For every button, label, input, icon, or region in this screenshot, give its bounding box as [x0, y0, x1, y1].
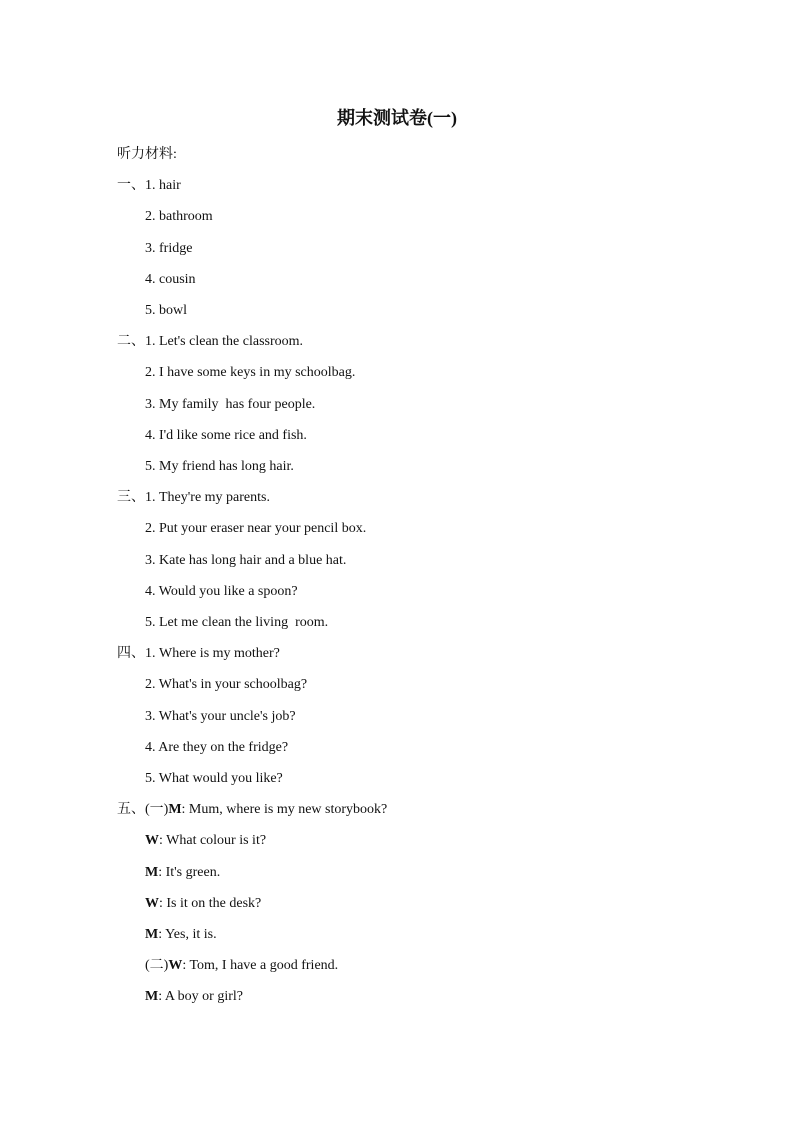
section-4-item-4: 4. Are they on the fridge? — [145, 740, 289, 755]
section-4-item-3: 3. What's your uncle's job? — [145, 709, 296, 724]
dialogue-line: : What colour is it? — [159, 833, 267, 848]
section-4-item-2: 2. What's in your schoolbag? — [145, 677, 308, 692]
section-2-marker: 二、 — [117, 334, 145, 349]
section-3-item-1: 1. They're my parents. — [145, 490, 270, 505]
section-3-item-3: 3. Kate has long hair and a blue hat. — [145, 553, 347, 568]
dialogue-line: : Mum, where is my new storybook? — [181, 802, 388, 817]
section-4-marker: 四、 — [117, 646, 145, 661]
section-4-item-5: 5. What would you like? — [145, 771, 283, 786]
section-1-item-3: 3. fridge — [145, 241, 193, 256]
section-2-item-4: 4. I'd like some rice and fish. — [145, 428, 307, 443]
speaker-label: M — [168, 802, 182, 817]
dialogue-row — [145, 988, 243, 1006]
section-2-item-2: 2. I have some keys in my schoolbag. — [145, 365, 356, 380]
section-3-item-2: 2. Put your eraser near your pencil box. — [145, 521, 367, 536]
section-1-item-2: 2. bathroom — [145, 209, 213, 224]
section-2-item-5: 5. My friend has long hair. — [145, 459, 294, 474]
dialogue-2-label: (二) — [145, 958, 169, 973]
section-3-item-4: 4. Would you like a spoon? — [145, 584, 298, 599]
speaker-label: W — [168, 958, 183, 973]
speaker-label: M — [145, 989, 159, 1004]
dialogue-line: : A boy or girl? — [158, 989, 243, 1004]
section-3-marker: 三、 — [117, 490, 145, 505]
section-1-item-4: 4. cousin — [145, 272, 196, 287]
speaker-label: M — [145, 927, 159, 942]
dialogue-1-label: (一) — [145, 802, 169, 817]
section-1-marker: 一、 — [117, 178, 145, 193]
dialogue-line: : Yes, it is. — [158, 927, 217, 942]
dialogue-line: : It's green. — [158, 865, 221, 880]
section-1-item-5: 5. bowl — [145, 303, 187, 318]
listening-material-heading: 听力材料: — [117, 147, 177, 162]
section-3-item-5: 5. Let me clean the living room. — [145, 615, 329, 630]
section-2-first-line — [117, 333, 303, 351]
dialogue-row — [145, 832, 266, 850]
speaker-label: M — [145, 865, 159, 880]
section-1-item-1: 1. hair — [145, 178, 181, 193]
section-2-item-1: 1. Let's clean the classroom. — [145, 334, 304, 349]
section-2-item-3: 3. My family has four people. — [145, 397, 316, 412]
speaker-label: W — [145, 833, 159, 848]
section-4-first-line — [117, 645, 280, 663]
dialogue-row — [145, 926, 217, 944]
section-5-marker: 五、 — [117, 802, 145, 817]
dialogue-line: : Is it on the desk? — [159, 896, 262, 911]
dialogue-row — [145, 957, 338, 975]
speaker-label: W — [145, 896, 159, 911]
section-4-item-1: 1. Where is my mother? — [145, 646, 280, 661]
dialogue-row — [145, 895, 261, 913]
dialogue-row — [145, 864, 220, 882]
dialogue-line: : Tom, I have a good friend. — [182, 958, 339, 973]
section-3-first-line — [117, 489, 270, 507]
section-1-first-line — [117, 177, 181, 195]
page-title: 期末测试卷(一) — [337, 108, 457, 128]
section-5-first-line — [117, 801, 387, 819]
